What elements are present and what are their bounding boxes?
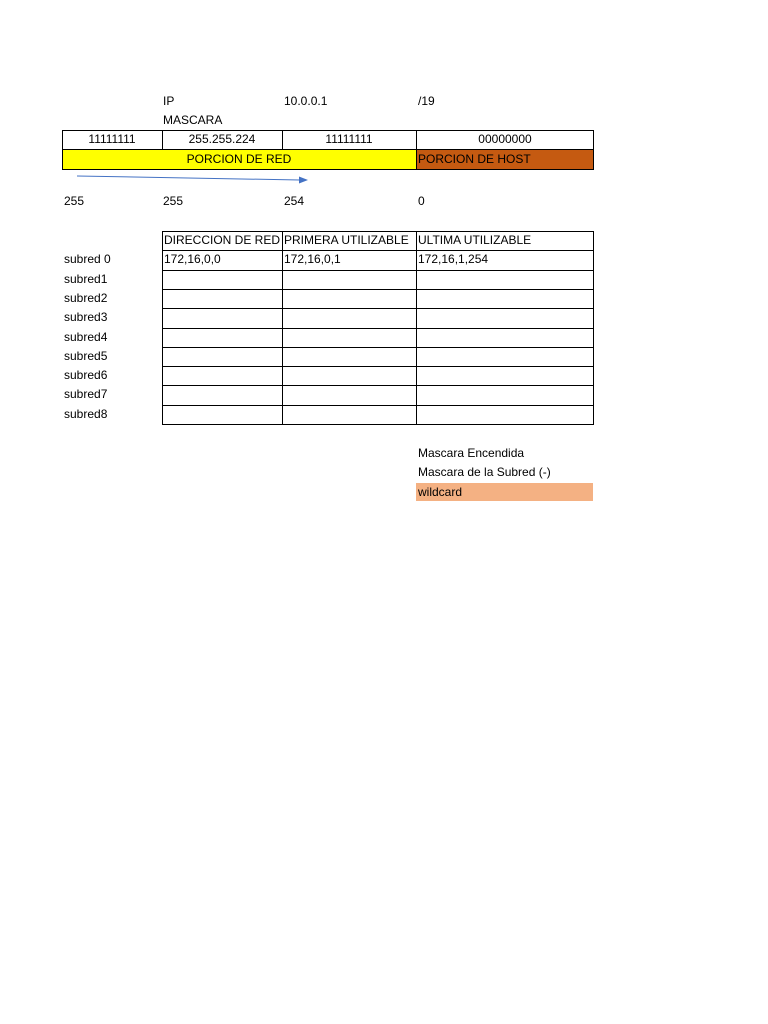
- subnet-row-label: subred6: [64, 368, 108, 383]
- table-cell: [416, 405, 594, 424]
- subnet-row-label: subred8: [64, 406, 108, 421]
- direction-arrow-icon: [76, 172, 310, 186]
- table-cell: [416, 308, 594, 327]
- binary-top-border: [62, 130, 594, 131]
- subnet-row-label: subred 0: [64, 252, 111, 267]
- table-cell: [162, 366, 282, 385]
- table-cell: [162, 270, 282, 289]
- subnet-row-label: subred5: [64, 348, 108, 363]
- table-row-border: [162, 270, 594, 271]
- binary-right-border: [593, 130, 594, 170]
- mask-label: MASCARA: [163, 113, 223, 127]
- table-cell: [416, 270, 594, 289]
- table-cell: [282, 328, 416, 347]
- binary-divider-3: [416, 130, 417, 170]
- wildcard-cell: wildcard: [416, 483, 593, 501]
- table-cell: [282, 385, 416, 404]
- table-cell: [416, 328, 594, 347]
- table-cell: [416, 347, 594, 366]
- binary-mid-border: [62, 149, 594, 150]
- prefix-value: /19: [418, 94, 435, 108]
- table-cell: [162, 289, 282, 308]
- table-cell: [162, 347, 282, 366]
- binary-left-border: [62, 130, 63, 170]
- table-cell: [162, 328, 282, 347]
- table-row-border: [162, 347, 594, 348]
- binary-octet-4: 00000000: [478, 132, 532, 146]
- subnet-row-label: subred7: [64, 387, 108, 402]
- table-cell: [282, 289, 416, 308]
- table-row-border: [162, 308, 594, 309]
- table-row-border: [162, 405, 594, 406]
- table-cell: 172,16,0,0: [164, 252, 221, 267]
- table-header-cell: DIRECCION DE RED: [164, 233, 281, 247]
- table-row-border: [162, 328, 594, 329]
- decimal-octet-1: 255: [64, 194, 85, 208]
- ip-label: IP: [163, 94, 175, 108]
- mask-decimal-value: 255.255.224: [188, 132, 256, 146]
- table-cell: [282, 405, 416, 424]
- host-portion-band: PORCION DE HOST: [416, 150, 594, 169]
- table-cell: [282, 347, 416, 366]
- table-column-border: [416, 231, 417, 425]
- table-cell: [416, 289, 594, 308]
- subnet-row-label: subred2: [64, 290, 108, 305]
- table-cell: [416, 366, 594, 385]
- binary-octet-3: 11111111: [325, 132, 373, 146]
- subnet-row-label: subred4: [64, 329, 108, 344]
- binary-bottom-border: [62, 169, 594, 170]
- table-cell: [162, 385, 282, 404]
- table-row-border: [162, 424, 594, 425]
- subnet-mask-minus-note: Mascara de la Subred (-): [418, 465, 551, 479]
- table-cell: [162, 405, 282, 424]
- table-cell: 172,16,1,254: [418, 252, 489, 267]
- table-column-border: [162, 231, 163, 425]
- table-header-cell: ULTIMA UTILIZABLE: [418, 233, 532, 247]
- binary-octet-1: 11111111: [88, 132, 136, 146]
- table-row-border: [162, 289, 594, 290]
- decimal-octet-2: 255: [163, 194, 184, 208]
- subnet-row-label: subred3: [64, 310, 108, 325]
- binary-divider-1: [162, 130, 163, 150]
- table-row-border: [162, 231, 594, 232]
- subnet-row-label: subred1: [64, 271, 108, 286]
- table-cell: [282, 366, 416, 385]
- binary-divider-2: [282, 130, 283, 150]
- ip-value: 10.0.0.1: [284, 94, 328, 108]
- table-header-cell: PRIMERA UTILIZABLE: [284, 233, 409, 247]
- table-row-border: [162, 250, 594, 251]
- decimal-octet-4: 0: [418, 194, 425, 208]
- decimal-octet-3: 254: [284, 194, 305, 208]
- table-cell: [416, 385, 594, 404]
- table-cell: [282, 308, 416, 327]
- table-cell: [162, 308, 282, 327]
- table-column-border: [593, 231, 594, 425]
- table-cell: 172,16,0,1: [284, 252, 341, 267]
- mask-on-note: Mascara Encendida: [418, 446, 525, 460]
- table-row-border: [162, 366, 594, 367]
- table-row-border: [162, 385, 594, 386]
- table-column-border: [282, 231, 283, 425]
- network-portion-band: PORCION DE RED: [62, 150, 416, 169]
- table-cell: [282, 270, 416, 289]
